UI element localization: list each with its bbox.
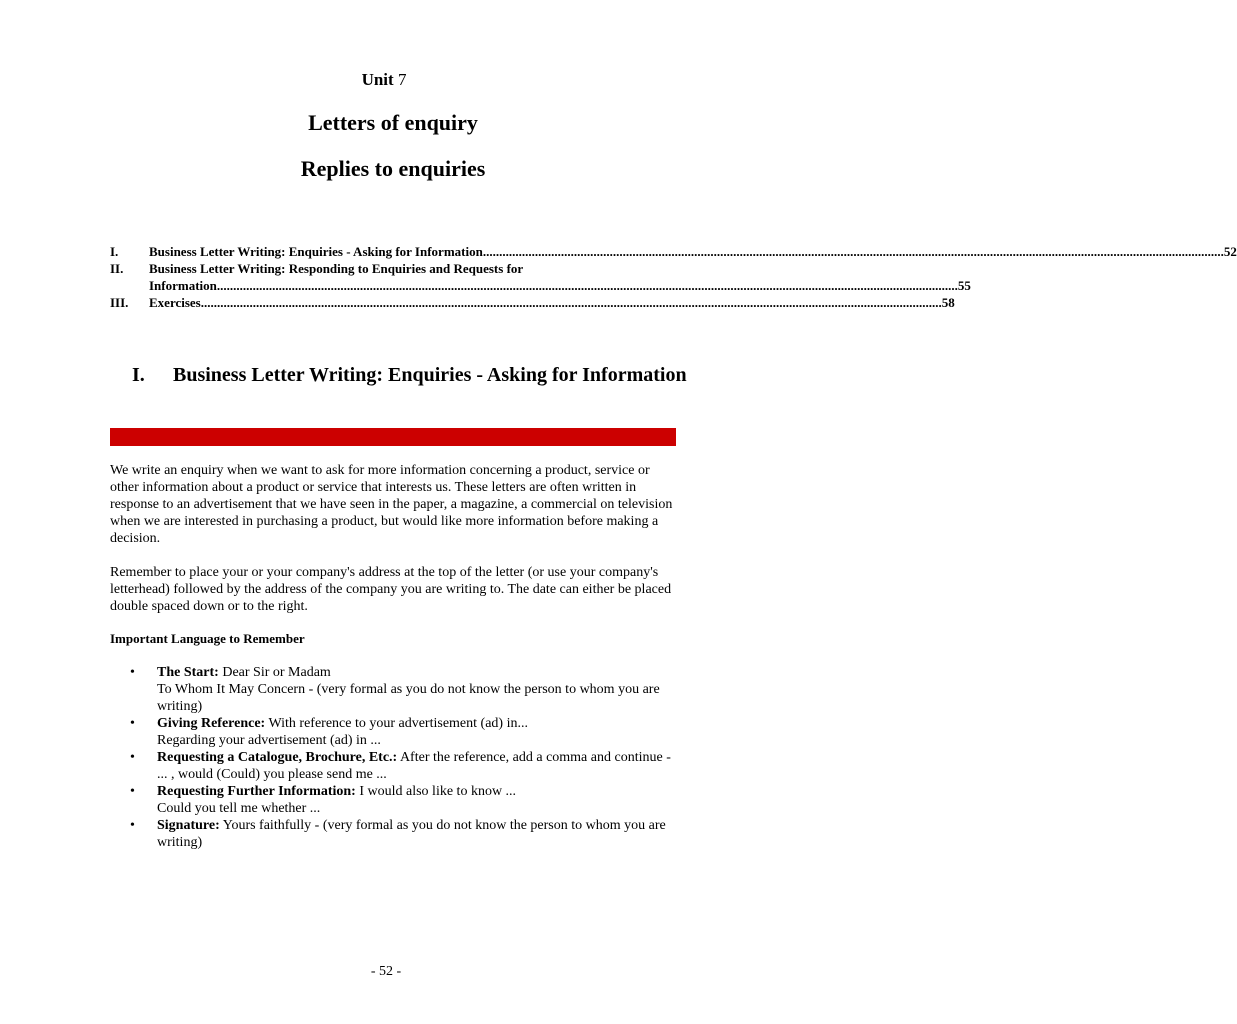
address-paragraph: Remember to place your or your company's address at the top of the letter (or use your company's letterhead) followed by the address of the company you are writing to. The date can either be placed double spaced down or to the right. bbox=[110, 565, 672, 614]
unit-heading bbox=[0, 70, 768, 90]
list-item-term: Requesting a Catalogue, Brochure, Etc.: bbox=[157, 750, 398, 765]
toc-leader-dots bbox=[483, 243, 1224, 260]
toc-text-continued: Information bbox=[149, 278, 217, 293]
toc-text: Exercises bbox=[149, 295, 201, 310]
list-item bbox=[128, 817, 676, 851]
list-item-text: I would also like to know ... bbox=[359, 784, 517, 799]
toc-page-number: 55 bbox=[957, 278, 971, 293]
unit-label: Unit bbox=[361, 70, 394, 89]
section-divider-bar bbox=[110, 428, 676, 446]
section-title: Business Letter Writing: Enquiries - Asking for Information bbox=[173, 364, 687, 386]
toc-page-number: 52 bbox=[1223, 244, 1237, 259]
list-item bbox=[128, 783, 676, 817]
toc-number: I. bbox=[110, 244, 119, 259]
toc-leader-dots bbox=[201, 294, 942, 311]
list-item-term: Requesting Further Information: bbox=[157, 784, 356, 799]
list-item bbox=[128, 715, 676, 749]
language-heading: Important Language to Remember bbox=[110, 631, 305, 646]
page-title: Letters of enquiry bbox=[308, 110, 478, 135]
toc-number: III. bbox=[110, 295, 129, 310]
unit-number: 7 bbox=[397, 70, 407, 89]
section-heading bbox=[132, 363, 692, 388]
page-subtitle: Replies to enquiries bbox=[300, 156, 486, 181]
list-item bbox=[128, 749, 676, 783]
list-item-text: Yours faithfully - (very formal as you do not know the person to whom you are writing) bbox=[157, 818, 666, 850]
section-number: I. bbox=[132, 364, 145, 386]
list-item-term: Signature: bbox=[157, 818, 220, 833]
intro-paragraph: We write an enquiry when we want to ask for more information concerning a product, service or other information about a product or service that interests us. These letters are often written in response to an advertisement that we have seen in the paper, a magazine, a commercial on television when we are interested in purchasing a product, but would like more information before making a decision. bbox=[110, 463, 673, 546]
toc-number: II. bbox=[110, 261, 124, 276]
list-item-extra: Regarding your advertisement (ad) in ... bbox=[157, 733, 381, 748]
list-item-text: With reference to your advertisement (ad) in... bbox=[268, 716, 528, 731]
list-item-term: The Start: bbox=[157, 665, 219, 680]
list-item-text: Dear Sir or Madam bbox=[222, 665, 331, 680]
list-item-extra: Could you tell me whether ... bbox=[157, 801, 321, 816]
toc-text: Business Letter Writing: Responding to Enquiries and Requests for bbox=[149, 261, 524, 276]
page-number-footer: - 52 - bbox=[370, 964, 402, 979]
toc-entry[interactable] bbox=[110, 294, 955, 311]
list-item-text: After the reference, add a comma and continue - ... , would (Could) you please send me ... bbox=[157, 750, 671, 782]
toc-text: Business Letter Writing: Enquiries - Asking for Information bbox=[149, 244, 483, 259]
toc-page-number: 58 bbox=[941, 295, 955, 310]
toc-leader-dots bbox=[217, 277, 958, 294]
language-list bbox=[128, 664, 676, 851]
list-item-extra: To Whom It May Concern - (very formal as you do not know the person to whom you are writing) bbox=[157, 682, 660, 714]
table-of-contents bbox=[110, 243, 1237, 311]
list-item bbox=[128, 664, 676, 715]
toc-entry[interactable] bbox=[110, 243, 1237, 260]
toc-entry[interactable] bbox=[110, 260, 971, 294]
list-item-term: Giving Reference: bbox=[157, 716, 266, 731]
